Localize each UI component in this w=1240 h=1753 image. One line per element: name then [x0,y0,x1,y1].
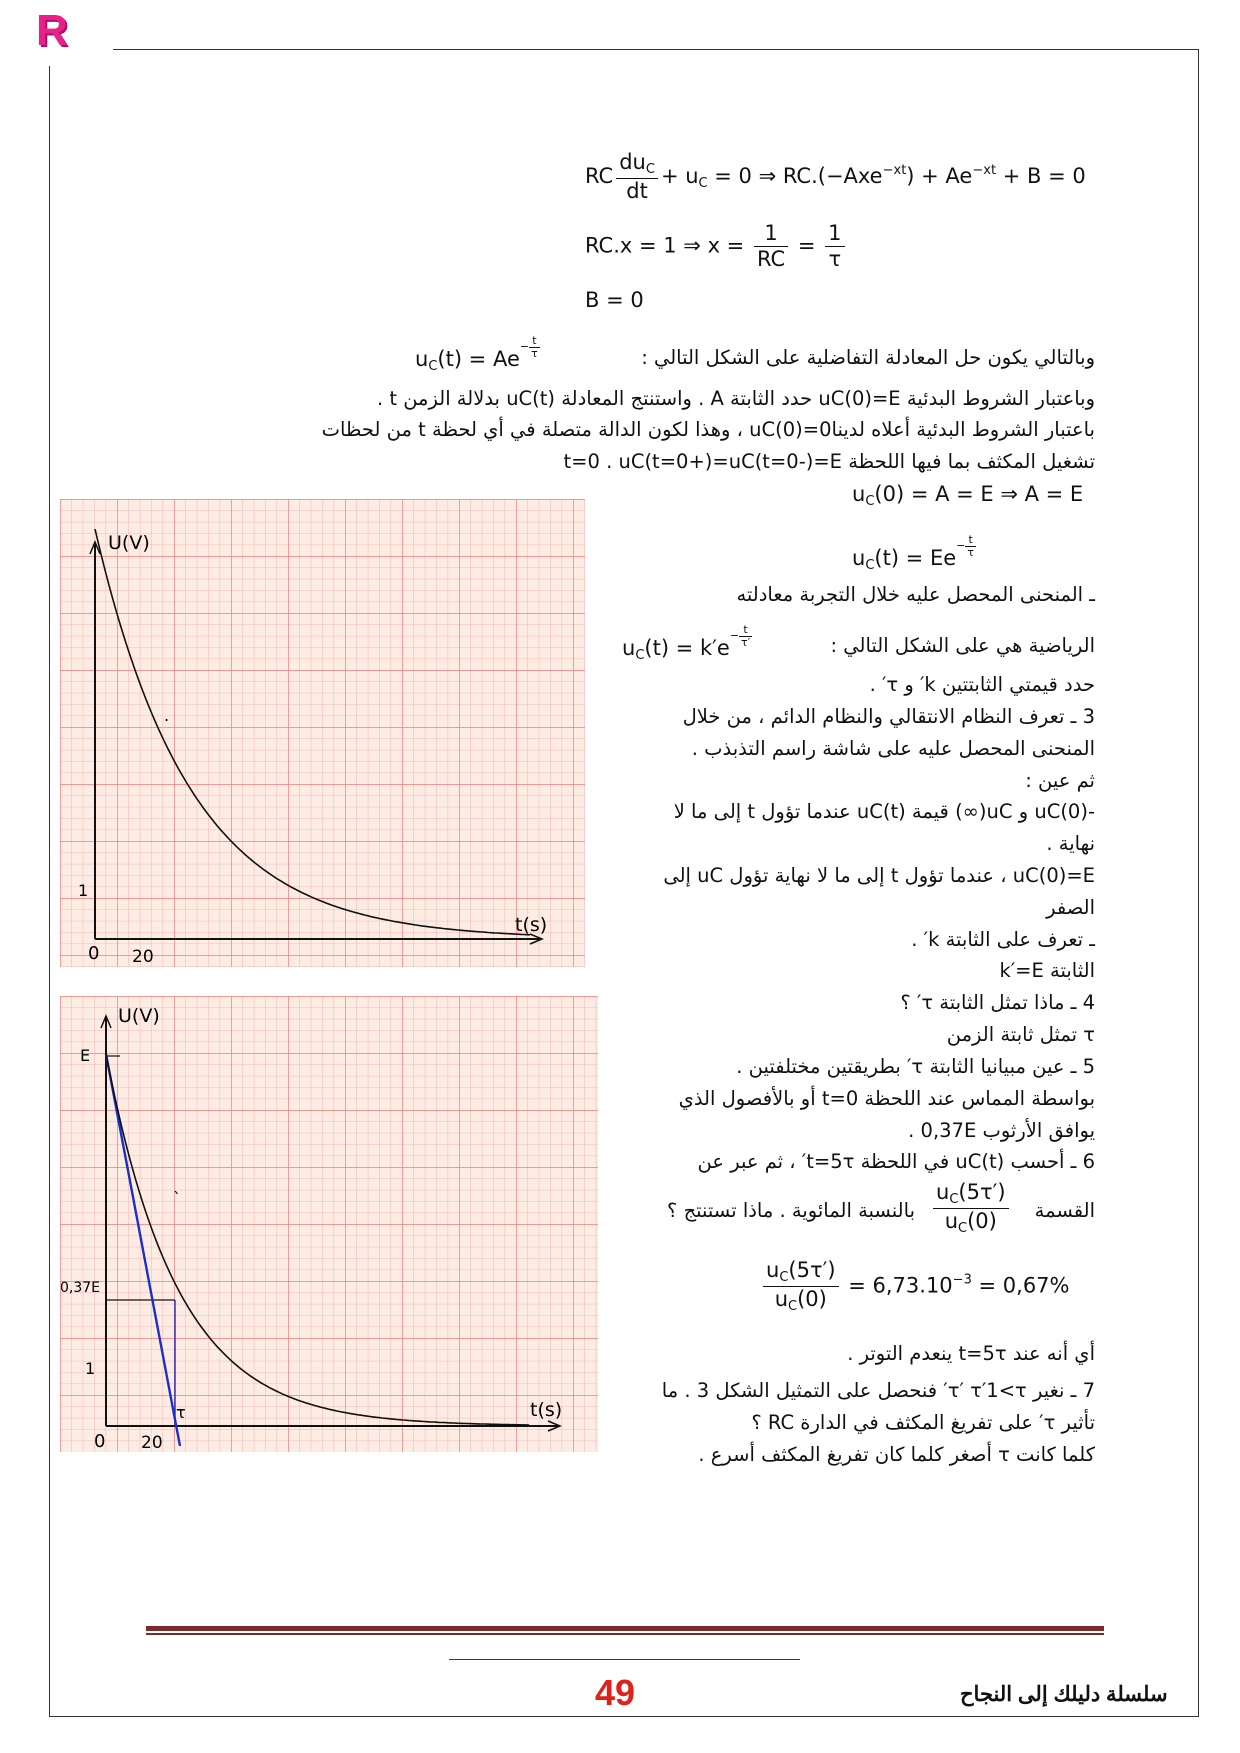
graph2-xlabel: t(s) [530,1399,563,1421]
text-line-2: وباعتبار الشروط البدئية uC(0)=E حدد الثابتة A . واستنتج المعادلة uC(t) بدلالة الزمن t . [376,387,1095,410]
footer-rule [146,1626,1104,1631]
right-text-22: 7 ـ نغير τ′ τ′1<τ′ فنحصل على التمثيل الشكل 3 . ما [661,1379,1095,1402]
footer-blue-line [449,1659,800,1660]
graph-1 [60,499,585,967]
logo: R [36,6,68,55]
right-text-16: بواسطة المماس عند اللحظة t=0 أو بالأفصول الذي [678,1087,1095,1110]
graph2-dot: ` [173,1189,181,1208]
right-text-4: 3 ـ تعرف النظام الانتقالي والنظام الدائم ، من خلال [682,705,1095,728]
fraction-duc-dt: $\frac{du_C}{dt}$ [616,152,658,202]
top-rule [113,49,1198,50]
graph2-origin: 0 [94,1431,106,1452]
right-rule [1198,49,1199,1716]
ratio-result: $\frac{u_C(5\tau')}{u_C(0)}$ = $6,73.10^{-3} = 0,67\%$ [760,1260,1070,1313]
right-text-8: نهاية . [1046,832,1095,855]
graph1-origin: 0 [88,943,100,964]
right-text-20: بالنسبة المائوية . ماذا تستنتج ؟ [667,1199,915,1222]
right-text-2: الرياضية هي على الشكل التالي : [830,634,1095,657]
graph1-xtick: 20 [132,947,154,967]
right-text-15: 5 ـ عين مبيانيا الثابتة τ′ بطريقتين مختلفتين . [736,1055,1095,1078]
right-text-14: τ تمثل ثابتة الزمن [946,1023,1095,1046]
graph2-ytick: 1 [85,1359,96,1378]
text-line-3: باعتبار الشروط البدئية أعلاه لدينا0=uC(0) ، وهذا لكون الدالة متصلة في أي لحظة t من لحظات [321,418,1095,441]
graph2-E-label: E [80,1046,91,1065]
footer-rule-thin [146,1633,1104,1635]
graph2-037E-label: 0,37E [60,1280,101,1296]
bottom-rule [49,1716,1199,1717]
left-rule [49,66,50,1716]
equation-1: RC $\frac{du_C}{dt}$ + $u_C = 0$ ⇒ $RC.(-Axe^{-xt}) + Ae^{-xt} + B = 0$ [585,150,1086,203]
graph1-xlabel: t(s) [515,914,548,936]
graph2-tau-label: τ [176,1403,186,1422]
text-line-4: تشغيل المكثف بما فيها اللحظة t=0 . uC(t=0+)=uC(t=0-)=E [563,450,1095,473]
page-number: 49 [595,1672,636,1713]
equation-E: $u_C(t) = Ee-$ $\frac{t}{\tau}$ [852,533,974,574]
right-text-24: كلما كانت τ أصغر كلما كان تفريغ المكثف أسرع . [698,1443,1095,1466]
graph1-ylabel: U(V) [108,532,150,554]
equation-2: RC.x = 1 ⇒ x = $\frac{1}{RC}$ = $\frac{1}{\tau}$ [585,223,848,270]
equation-A: $u_C(0) = A = E$ ⇒ A = E [852,482,1084,509]
right-text-7: -uC(0) و uC(∞) قيمة uC(t) عندما تؤول t إلى ما لا [673,800,1095,823]
equation-k: $u_C(t) = k'e-$ $\frac{t}{\tau'}$ [622,623,751,664]
graph2-ylabel: U(V) [118,1005,160,1027]
right-text-23: تأثير τ′ على تفريغ المكثف في الدارة RC ؟ [751,1411,1095,1434]
right-text-17: يوافق الأرثوب 0,37E . [908,1119,1095,1142]
right-text-10: الصفر [1046,896,1095,919]
right-text-5: المنحنى المحصل عليه على شاشة راسم التذبذب . [691,737,1095,760]
right-text-11: ـ تعرف على الثابتة k′ . [911,928,1095,951]
series-title: سلسلة دليلك إلى النجاح [960,1683,1168,1706]
graph1-dot: . [164,706,170,725]
right-text-13: 4 ـ ماذا تمثل الثابتة τ′ ؟ [900,991,1095,1014]
graph-2 [60,996,598,1452]
right-text-18: 6 ـ أحسب uC(t) في اللحظة t=5τ′ ، ثم عبر عن [697,1150,1095,1173]
right-text-19: القسمة [1034,1199,1095,1222]
right-text-21: أي أنه عند t=5τ ينعدم التوتر . [847,1342,1095,1365]
text-line-1: وبالتالي يكون حل المعادلة التفاضلية على الشكل التالي : [641,346,1095,369]
graph1-ytick: 1 [78,881,89,900]
right-text-1: ـ المنحنى المحصل عليه خلال التجربة معادلته [736,583,1095,606]
right-text-9: uC(0)=E ، عندما تؤول t إلى ما لا نهاية تؤول uC إلى [663,864,1095,887]
right-text-3: حدد قيمتي الثابتتين k′ و τ′ . [869,673,1095,696]
right-text-6: ثم عين : [1025,769,1095,792]
ratio-fraction: $\frac{u_C(5\tau')}{u_C(0)}$ [930,1182,1012,1235]
solution-equation: $u_C(t) = Ae-$ $\frac{t}{\tau}$ [415,334,538,375]
graph2-xtick: 20 [141,1433,163,1452]
equation-3: B = 0 [585,288,644,312]
right-text-12: الثابتة k′=E [999,959,1095,982]
